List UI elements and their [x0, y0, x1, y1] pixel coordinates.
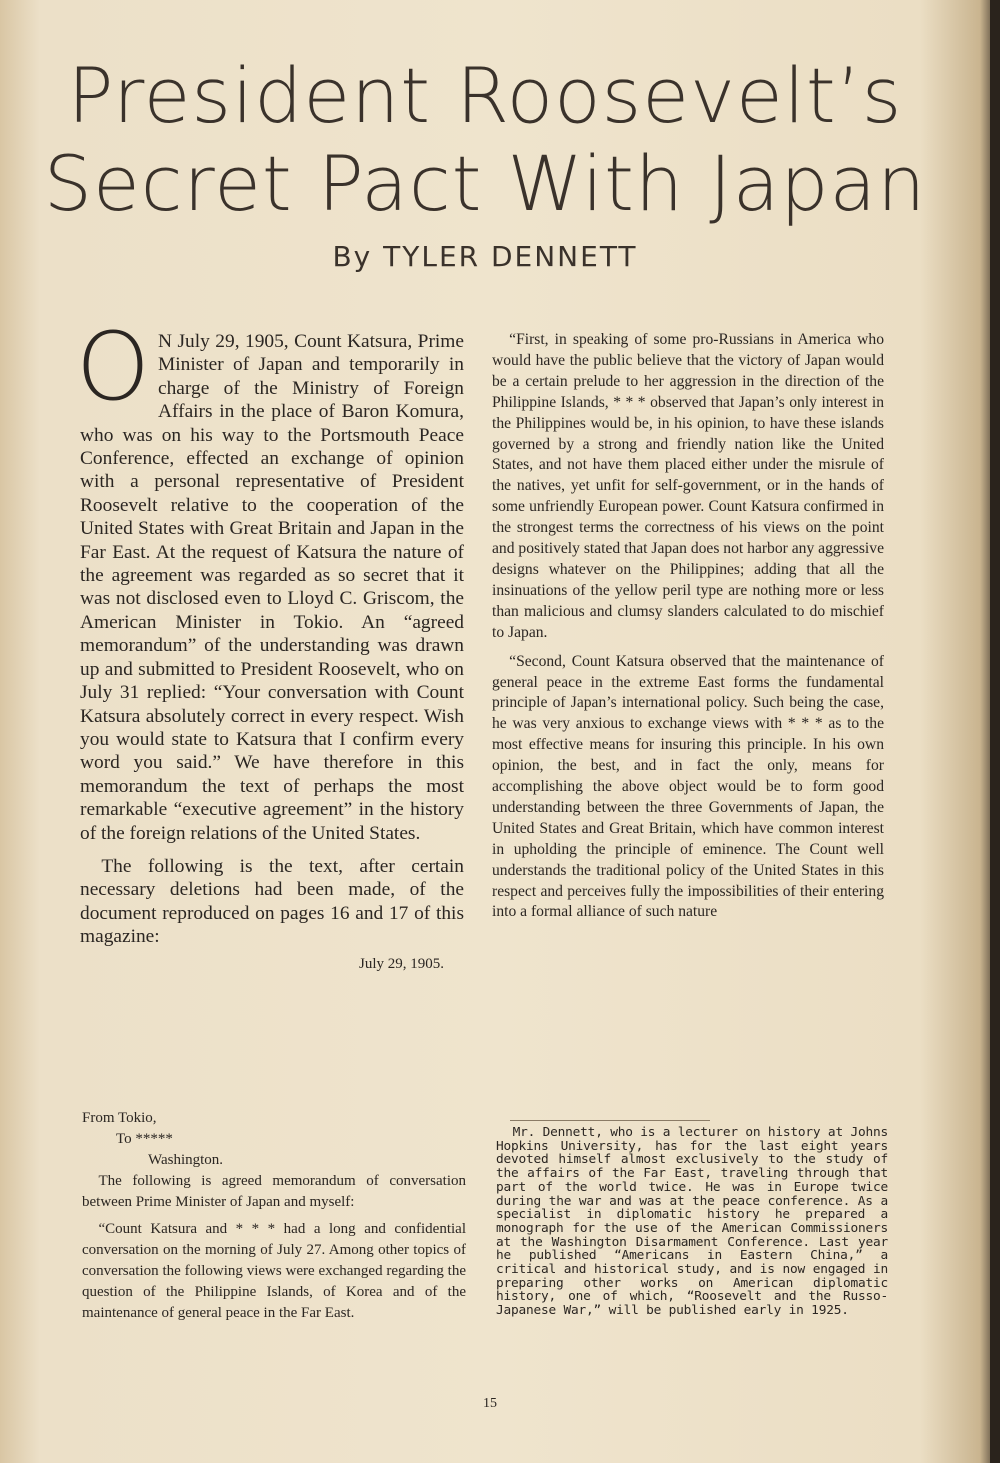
footnote-divider [510, 1120, 710, 1121]
intro-paragraph [76, 313, 464, 845]
memo-paragraph: “Count Katsura and * * * had a long and confidential conversation on the morning of July 27. Among other topics of conversation the following views were exchanged regarding the question of the Philippine Islands, of Korea and of the maintenance of general peace in the Far East. [82, 1221, 466, 1321]
author-note: Mr. Dennett, who is a lecturer on history at Johns Hopkins University, has for the last eight years devoted himself almost exclusively to the study of the affairs of the Far East, traveling through that part of the world twice. He was in Europe twice during the war and was at the peace conference. As a specialist in diplomatic history he prepared a monograph for the use of the American Commissioners at the Washington Disarmament Conference. Last year he published “Americans in Eastern China,” a critical and historical study, and is now engaged in preparing other works on American diplomatic history, one of which, “Roosevelt and the Russo-Japanese War,” will be published early in 1925. [496, 1125, 888, 1319]
drop-cap: O [76, 313, 150, 422]
page-number: 15 [483, 1396, 497, 1411]
right-column [492, 330, 884, 923]
left-column [76, 313, 464, 976]
memo-paragraph: The following is agreed memorandum of conversation between Prime Minister of Japan and myself: [82, 1173, 466, 1210]
memo-paragraph-first: “First, in speaking of some pro-Russians in America who would have the public believe that the victory of Japan would be a certain prelude to her aggression in the direction of the Philippine Islands, * * * observed that Japan’s only interest in the Philippines would be, in his opinion, to have these islands governed by a strong and friendly nation like the United States, and not have them placed either under the misrule of the natives, yet unfit for self-government, or in the hands of some unfriendly European power. Count Katsura confirmed in the strongest terms the correctness of his views on the point and positively stated that Japan does not harbor any aggressive designs whatever on the Philippines; adding that all the insinuations of the yellow peril type are nothing more or less than malicious and clumsy slanders calculated to do mischief to Japan. [492, 331, 884, 641]
memo-to: To ***** [116, 1131, 173, 1147]
binding-edge [990, 0, 1000, 1463]
memo-destination: Washington. [148, 1152, 224, 1168]
memorandum-block [82, 1108, 466, 1324]
intro-text: N July 29, 1905, Count Katsura, Prime Minister of Japan and temporarily in charge of the Ministry of Foreign Affairs in the place of Baron Komura, who was on his way to the Portsmouth Peace Conference, effected an exchange of opinion with a personal representative of President Roosevelt relative to the cooperation of the United States with Great Britain and Japan in the Far East. At the request of Katsura the nature of the agreement was regarded as so secret that it was not disclosed even to Lloyd C. Griscom, the American Minister in Tokio. An “agreed memorandum” of the understanding was drawn up and submitted to President Roosevelt, who on July 31 replied: “Your conversation with Count Katsura absolutely correct in every respect. Wish you would state to Katsura that I confirm every word you said.” We have therefore in this memorandum the text of perhaps the most remarkable “executive agreement” in the history of the foreign relations of the United States. [80, 331, 464, 844]
memo-paragraph-second: “Second, Count Katsura observed that the maintenance of general peace in the extreme East forms the fundamental principle of Japan’s international policy. Such being the case, he was very anxious to exchange views with * * * as to the most effective means for insuring this principle. In his own opinion, the best, and in fact the only, means for accomplishing the above object would be to form good understanding between the three Governments of Japan, the United States and Great Britain, which have common interest in upholding the principle of eminence. The Count well understands the traditional policy of the United States in this respect and perceives fully the impossibilities of their entering into a formal alliance of such nature [492, 652, 884, 921]
memo-from: From Tokio, [82, 1110, 157, 1126]
memo-date: July 29, 1905. [358, 955, 444, 972]
article-title-line-2: Secret Pact With Japan [43, 139, 927, 228]
text-intro-paragraph: The following is the text, after certain necessary deletions had been made, of the document reproduced on pages 16 and 17 of this magazine: [80, 855, 464, 948]
byline: By TYLER DENNETT [332, 240, 638, 273]
article-title-line-1: President Roosevelt’s [67, 51, 903, 140]
